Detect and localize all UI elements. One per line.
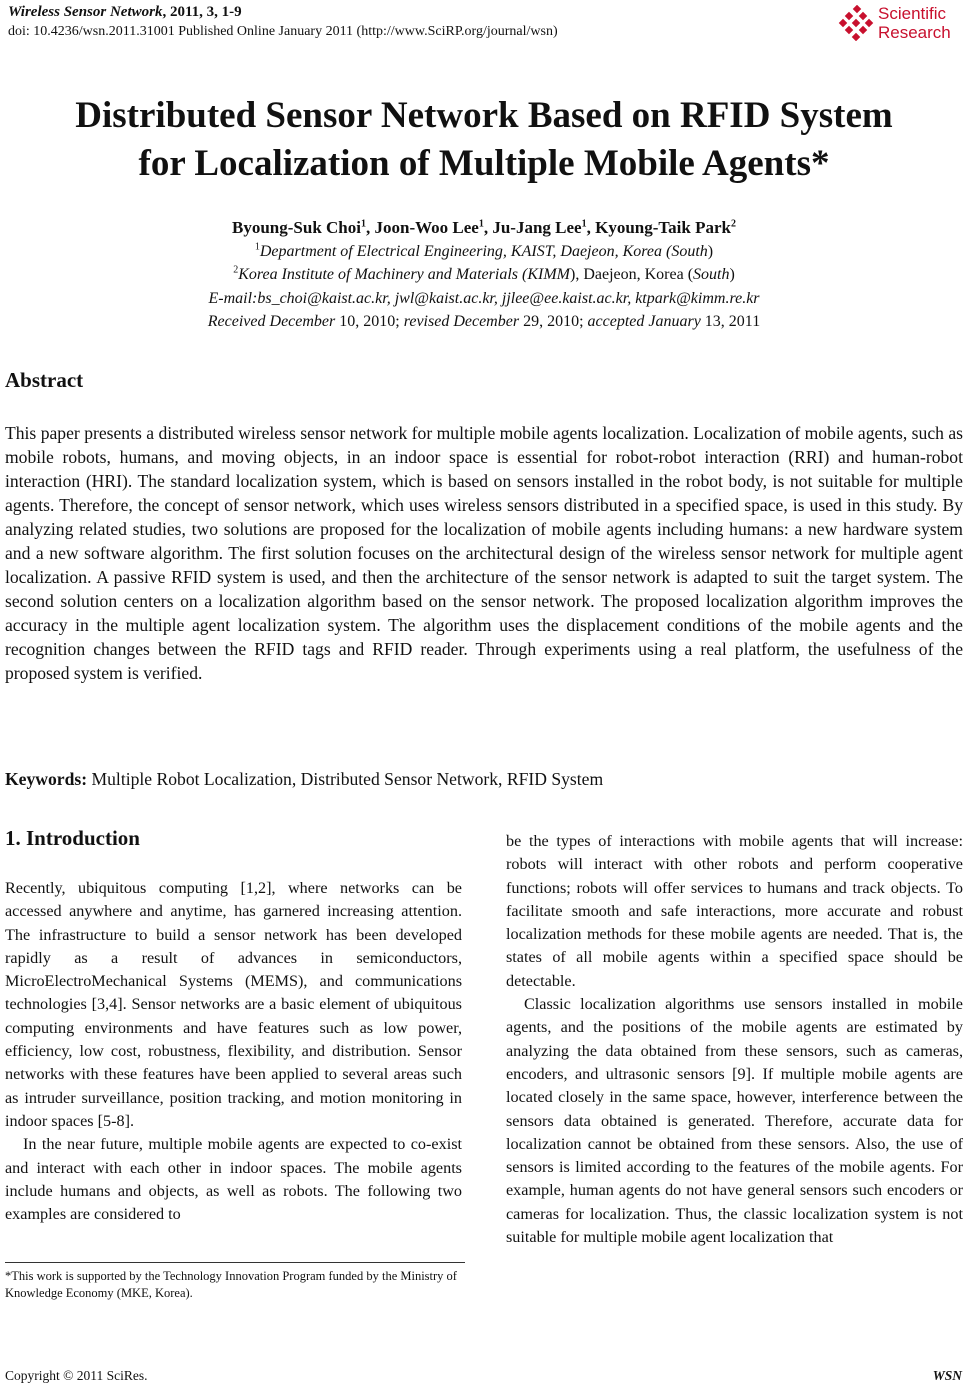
affiliation-2-marker: 2 <box>233 264 239 276</box>
scirp-logo-icon <box>838 5 874 41</box>
author-2-affil: 1 <box>478 218 484 230</box>
affiliation-1-marker: 1 <box>254 241 260 253</box>
publisher-logo <box>838 3 960 45</box>
abstract-heading: Abstract <box>5 368 84 392</box>
copyright-notice: Copyright © 2011 SciRes. <box>5 1368 148 1383</box>
affiliation-2-text: Korea Institute of Machinery and Materials ( <box>238 266 528 283</box>
affiliation-1-close: ) <box>707 243 714 260</box>
revised-label: revised December <box>403 313 520 330</box>
author-separator: , <box>586 218 596 237</box>
journal-volume: , 2011, 3, 1-9 <box>162 4 242 20</box>
keywords-label: Keywords: <box>5 769 88 789</box>
affiliation-1 <box>0 243 968 261</box>
affiliation-2-close: ) <box>729 266 735 283</box>
author-separator: , <box>483 218 493 237</box>
footnote-divider <box>5 1262 465 1263</box>
keywords <box>5 769 603 790</box>
author-list <box>0 218 968 238</box>
author-2: Joon-Woo Lee <box>374 218 479 237</box>
logo-text-research: Research <box>878 23 951 42</box>
funding-footnote: *This work is supported by the Technology Innovation Program funded by the Ministry of Knowledge Economy (MKE, Korea). <box>5 1269 457 1300</box>
accepted-label: accepted January <box>587 313 701 330</box>
title-line-2: for Localization of Multiple Mobile Agents* <box>138 143 830 184</box>
affiliation-2 <box>0 266 968 284</box>
email-line: E-mail:bs_choi@kaist.ac.kr, jwl@kaist.ac.kr, jjlee@ee.kaist.ac.kr, ktpark@kimm.re.kr <box>208 290 760 307</box>
left-column <box>5 877 462 1226</box>
affiliation-1-south: South <box>671 243 708 260</box>
title-line-1: Distributed Sensor Network Based on RFID System <box>75 95 893 136</box>
affiliation-2-kimm: KIMM <box>527 266 570 283</box>
author-3: Ju-Jang Lee <box>492 218 582 237</box>
logo-text-scientific: Scientific <box>878 4 947 23</box>
intro-paragraph-1: Recently, ubiquitous computing [1,2], where networks can be accessed anywhere and anytime, has garnered increasing attention. The infrastructure to build a sensor network has been developed rapidly as a result of advances in semiconductors, MicroElectroMechanical Systems (MEMS), and communications technologies [3,4]. Sensor networks are a basic element of ubiquitous computing environments and have features such as low power, efficiency, low cost, robustness, flexibility, and distribution. Sensor networks with these features have been applied to several areas such as intruder surveillance, position tracking, and motion monitoring in indoor spaces [5-8]. <box>5 879 462 1130</box>
author-4-affil: 2 <box>730 218 736 230</box>
author-1: Byoung-Suk Choi <box>232 218 361 237</box>
doi-line: doi: 10.4236/wsn.2011.31001 Published Online January 2011 (http://www.SciRP.org/journal/wsn) <box>8 24 558 39</box>
received-label: Received December <box>207 313 336 330</box>
right-column <box>506 830 963 1249</box>
paper-title <box>0 92 968 188</box>
author-1-affil: 1 <box>360 218 366 230</box>
revised-date: 29, 2010; <box>519 313 588 330</box>
introduction-heading: 1. Introduction <box>5 826 140 850</box>
journal-citation <box>8 4 242 21</box>
affiliation-2-south: South <box>693 266 730 283</box>
journal-name: Wireless Sensor Network <box>8 4 163 20</box>
intro-paragraph-3: Classic localization algorithms use sensors installed in mobile agents, and the positions of the mobile agents are estimated by analyzing the data obtained from these sensors, such as cameras, encoders, and ultrasonic sensors [9]. If multiple mobile agents are located closely in the same space, however, interference between the sensors data obtained is generated. Therefore, accurate data for localization cannot be obtained from these sensors. Also, the use of sensors is limited according to the features of the mobile agents. For example, human agents do not have general sensors such encoders or cameras for localization. Thus, the classic localization system is not suitable for multiple mobile agent localization that <box>506 995 963 1247</box>
author-separator: , <box>365 218 375 237</box>
intro-paragraph-2: In the near future, multiple mobile agents are expected to co-exist and interact with each other in indoor spaces. The mobile agents include humans and objects, as well as robots. The following two examples are considered to <box>5 1135 462 1224</box>
author-4: Kyoung-Taik Park <box>595 218 731 237</box>
received-date: 10, 2010; <box>335 313 404 330</box>
journal-abbreviation: WSN <box>932 1368 962 1383</box>
intro-paragraph-2-cont: be the types of interactions with mobile agents that will increase: robots will interact with other robots and perform cooperative functions; robots will offer services to humans and track objects. To facilitate smooth and safe interactions, more accurate and robust localization methods for these mobile agents are needed. That is, the states of all mobile agents within a specified space should be detectable. <box>506 832 963 990</box>
author-3-affil: 1 <box>581 218 587 230</box>
keywords-text: Multiple Robot Localization, Distributed Sensor Network, RFID System <box>87 769 604 789</box>
accepted-date: 13, 2011 <box>700 313 761 330</box>
affiliation-1-text: Department of Electrical Engineering, KAIST, Daejeon, Korea ( <box>259 243 672 260</box>
affiliation-2-text-b: ), Daejeon, Korea ( <box>569 266 694 283</box>
abstract-text: This paper presents a distributed wireless sensor network for multiple mobile agents localization. Localization of mobile agents, such as mobile robots, humans, and moving objects, in an indoor space is essential for robot-robot interaction (RRI) and human-robot interaction (HRI). The standard localization system, which is based on sensors installed in the robot body, is not suitable for multiple agents. Therefore, the concept of sensor network, which uses wireless sensors distributed in a specified space, is used in this study. By analyzing related studies, two solutions are proposed for the localization of mobile agents including humans: a new hardware system and a new software algorithm. The first solution focuses on the architectural design of the wireless sensor network for multiple agent localization. A passive RFID system is used, and then the architecture of the sensor network is adapted to suit the target system. The second solution centers on a localization algorithm based on the sensor network. The proposed localization algorithm improves the accuracy in the multiple agent localization system. The algorithm uses the displacement conditions of the mobile agents and the recognition changes between the RFID tags and RFID reader. Through experiments using a real platform, the usefulness of the proposed system is verified. <box>5 423 963 683</box>
received-dates <box>0 313 968 331</box>
